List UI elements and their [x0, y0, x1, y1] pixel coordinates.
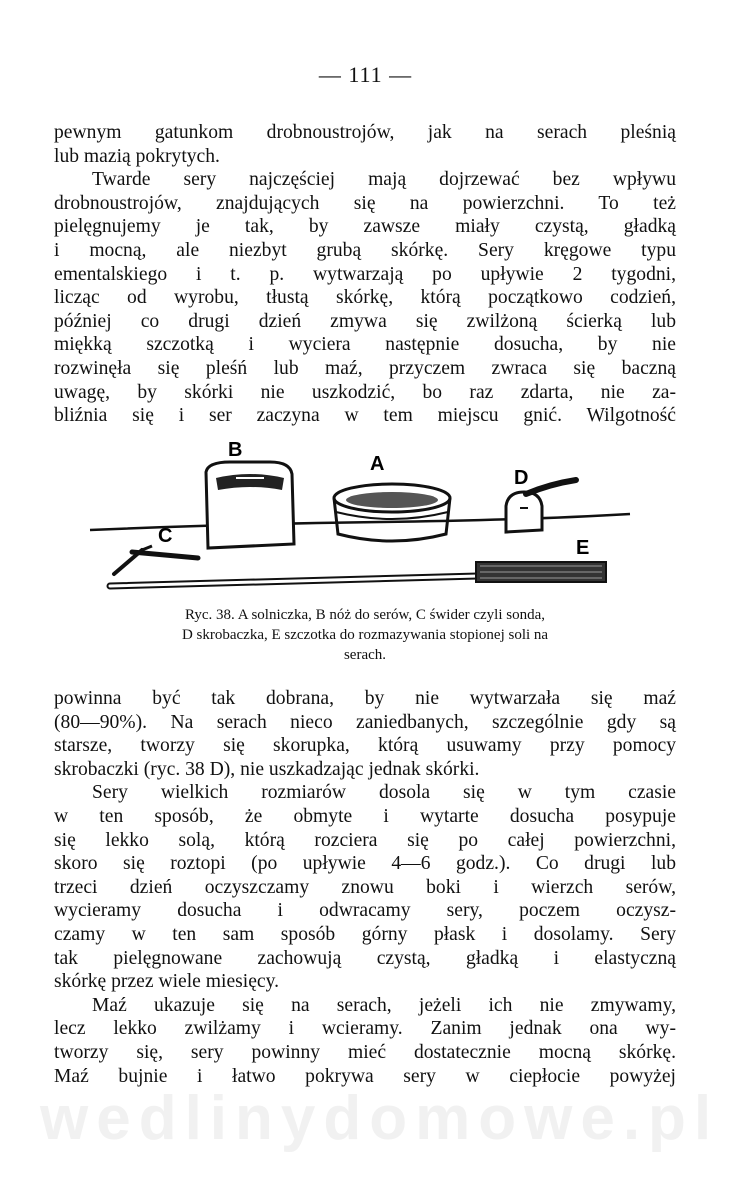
page-number: — 111 —: [318, 62, 413, 87]
caption-line: D skrobaczka, E szczotka do rozmazywania stopionej soli na: [181, 627, 549, 643]
watermark: wedlinydomowe.pl: [40, 1084, 720, 1153]
text-line: ementalskiego i t. p. wytwarzają po upływie 2 tygodni,: [54, 263, 676, 285]
text-line: pielęgnujemy je tak, by zawsze miały czystą, gładką: [54, 216, 676, 238]
figure-cheese-tools: [80, 438, 650, 598]
text-line: czamy w ten sam sposób górny płask i dosolamy. Sery: [54, 923, 676, 945]
text-line: wycieramy dosucha i odwracamy sery, poczem oczysz-: [54, 900, 676, 922]
text-line: skrobaczki (ryc. 38 D), nie uszkadzając jednak skórki.: [54, 758, 480, 780]
text-line: później co drugi dzień zmywa się zwilżoną ścierką lub: [54, 310, 676, 332]
label-e: E: [576, 537, 590, 559]
text-line: rozwinęła się pleśń lub maź, przyczem zwraca się baczną: [54, 357, 676, 379]
text-line: uwagę, by skórki nie uszkodzić, bo raz zdarta, nie za-: [54, 381, 676, 403]
text-line: skórkę przez wiele miesięcy.: [54, 971, 280, 993]
text-line: Twarde sery najczęściej mają dojrzewać bez wpływu: [92, 169, 676, 191]
paragraph-bottom: [54, 687, 676, 1088]
text-line: Maź ukazuje się na serach, jeżeli ich nie zmywamy,: [92, 994, 676, 1016]
caption-line: serach.: [343, 647, 387, 663]
text-line: (80—90%). Na serach nieco zaniedbanych, szczególnie gdy są: [54, 711, 676, 733]
paragraph-top: [54, 121, 676, 428]
text-line: miękką szczotką i wyciera następnie dosucha, by nie: [54, 334, 676, 356]
text-line: tworzy się, sery powinny mieć dostatecznie mocną skórkę.: [54, 1041, 676, 1063]
text-line: lecz lekko zwilżamy i wcieramy. Zanim jednak ona wy-: [54, 1018, 676, 1040]
salt-brush: [110, 562, 606, 586]
text-line: pewnym gatunkom drobnoustrojów, jak na serach pleśnią: [54, 122, 676, 143]
cheese-knife: [206, 462, 294, 548]
text-line: lub mazią pokrytych.: [54, 145, 220, 167]
text-line: starsze, tworzy się skorupka, którą usuwamy przy pomocy: [54, 735, 676, 757]
label-a: A: [370, 453, 385, 475]
text-line: Sery wielkich rozmiarów dosola się w tym czasie: [92, 782, 676, 804]
figure-caption: [80, 605, 650, 665]
label-b: B: [228, 439, 243, 461]
text-line: bliźnia się i ser zaczyna w tem miejscu gnić. Wilgotność: [54, 405, 676, 427]
text-line: Maź bujnie i łatwo pokrywa sery w ciepłocie powyżej: [54, 1065, 676, 1087]
text-line: drobnoustrojów, znajdujących się na powierzchni. To też: [54, 192, 676, 214]
text-line: się lekko solą, którą rozciera się po całej powierzchni,: [54, 829, 676, 851]
label-d: D: [514, 467, 529, 489]
text-line: tak pielęgnowane zachowują czystą, gładką i elastyczną: [54, 947, 676, 969]
cheese-tools-illustration: [80, 438, 650, 598]
text-line: trzeci dzień oczyszczamy znowu boki i wierzch serów,: [54, 876, 676, 898]
text-line: licząc od wyrobu, tłustą skórkę, którą początkowo codzień,: [54, 287, 676, 309]
text-line: w ten sposób, że obmyte i wytarte dosucha posypuje: [54, 805, 676, 827]
text-line: i mocną, ale niezbyt grubą skórkę. Sery kręgowe typu: [54, 239, 676, 261]
text-line: powinna być tak dobrana, by nie wytwarzała się maź: [54, 688, 676, 709]
salt-sieve: [334, 484, 450, 541]
text-line: skoro się roztopi (po upływie 4—6 godz.). Co drugi lub: [54, 853, 676, 875]
caption-line: Ryc. 38. A solniczka, B nóż do serów, C świder czyli sonda,: [184, 607, 546, 623]
cheese-probe: [114, 546, 198, 574]
label-c: C: [158, 525, 173, 547]
